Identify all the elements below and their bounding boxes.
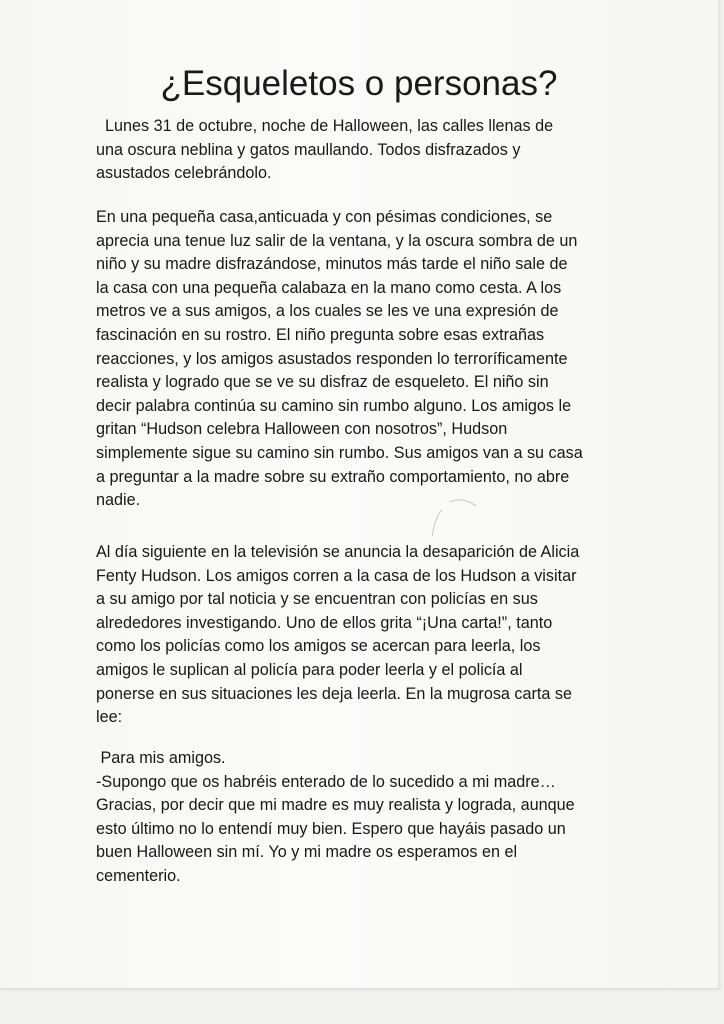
text-line: amigos le suplican al policía para poder leerla y el policía al <box>96 660 523 679</box>
text-line: aprecia una tenue luz salir de la ventana, y la oscura sombra de un <box>96 231 578 250</box>
text-line: asustados celebrándolo. <box>96 164 272 183</box>
text-line: simplemente sigue su camino sin rumbo. Sus amigos van a su casa <box>96 443 583 462</box>
paragraph-house <box>96 206 583 513</box>
text-line: la casa con una pequeña calabaza en la mano como cesta. A los <box>96 278 562 297</box>
text-line: una oscura neblina y gatos maullando. Todos disfrazados y <box>96 140 521 159</box>
text-line: lee: <box>96 708 123 727</box>
text-line: cementerio. <box>96 866 181 885</box>
pen-stroke-mark <box>420 488 490 538</box>
text-line: niño y su madre disfrazándose, minutos más tarde el niño sale de <box>96 255 568 274</box>
text-line: Fenty Hudson. Los amigos corren a la casa de los Hudson a visitar <box>96 566 577 585</box>
text-line: realista y logrado que se ve su disfraz de esqueleto. El niño sin <box>96 373 549 392</box>
text-line: Para mis amigos. <box>96 749 226 767</box>
text-line: gritan “Hudson celebra Halloween con nosotros”, Hudson <box>96 420 508 439</box>
text-line: a su amigo por tal noticia y se encuentran con policías en sus <box>96 590 538 609</box>
text-line: como los policías como los amigos se acercan para leerla, los <box>96 637 541 656</box>
text-line: ponerse en sus situaciones les deja leerla. En la mugrosa carta se <box>96 684 572 703</box>
text-line: Gracias, por decir que mi madre es muy realista y lograda, aunque <box>96 796 575 815</box>
paragraph-intro <box>96 115 553 186</box>
text-line: En una pequeña casa,anticuada y con pésimas condiciones, se <box>96 208 553 226</box>
text-line: reacciones, y los amigos asustados responden lo terroríficamente <box>96 349 568 368</box>
text-line: -Supongo que os habréis enterado de lo sucedido a mi madre… <box>96 772 556 791</box>
text-line: decir palabra continúa su camino sin rumbo alguno. Los amigos le <box>96 396 572 415</box>
text-line: Lunes 31 de octubre, noche de Halloween, las calles llenas de <box>96 117 554 135</box>
text-line: buen Halloween sin mí. Yo y mi madre os esperamos en el <box>96 843 518 862</box>
text-line: a preguntar a la madre sobre su extraño comportamiento, no abre <box>96 467 570 486</box>
paragraph-next-day <box>96 541 579 730</box>
text-line: nadie. <box>96 491 141 510</box>
text-line: alrededores investigando. Uno de ellos grita “¡Una carta!”, tanto <box>96 613 553 632</box>
page-title: ¿Esqueletos o personas? <box>160 64 558 103</box>
text-line: Al día siguiente en la televisión se anuncia la desaparición de Alicia <box>96 543 580 561</box>
text-line: fascinación en su rostro. El niño pregunta sobre esas extrañas <box>96 325 545 344</box>
text-line: metros ve a sus amigos, a los cuales se les ve una expresión de <box>96 302 559 321</box>
text-line: esto último no lo entendí muy bien. Espero que hayáis pasado un <box>96 819 566 838</box>
paragraph-letter <box>96 747 575 889</box>
